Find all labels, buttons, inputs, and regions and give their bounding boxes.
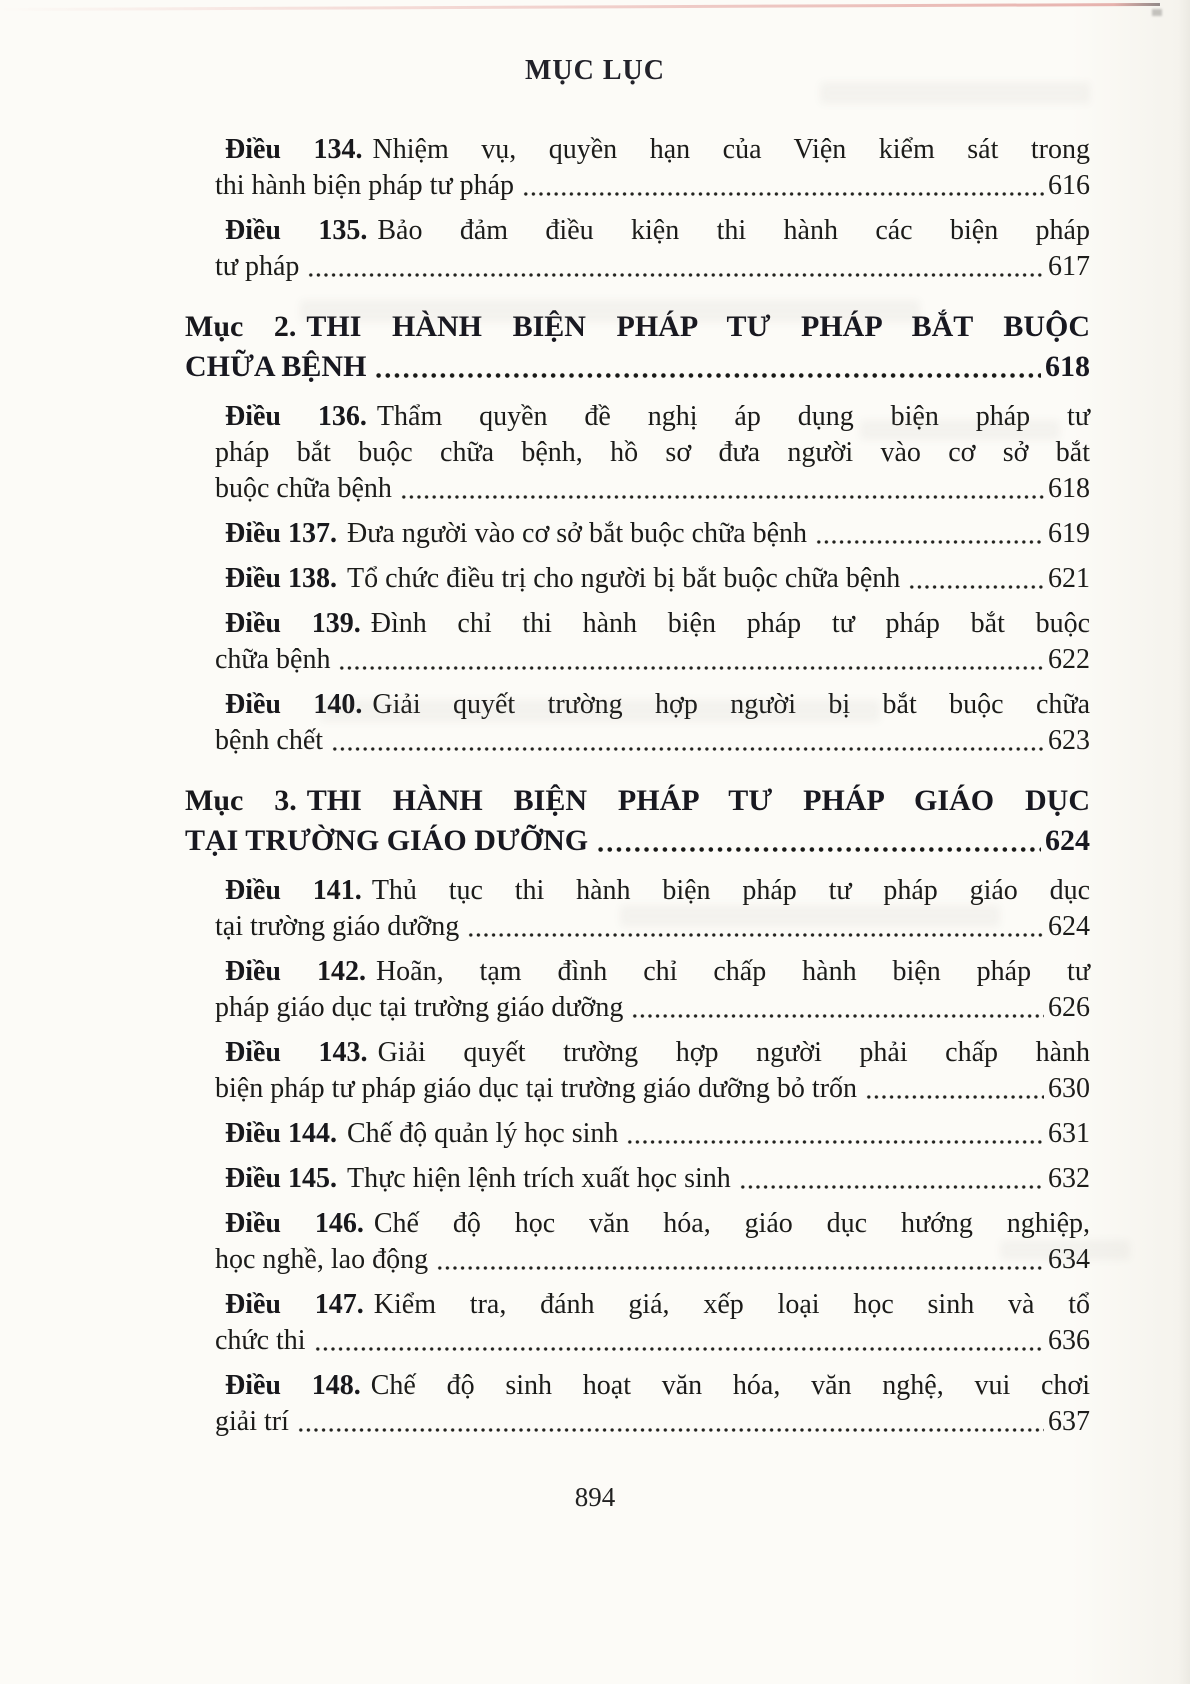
dot-leader	[374, 371, 1041, 380]
toc-line	[215, 1368, 1090, 1404]
toc-entry	[215, 954, 1090, 1026]
page-number: 621	[1048, 563, 1090, 594]
toc-line	[215, 1161, 1090, 1197]
toc-line	[215, 990, 1090, 1026]
dot-leader	[400, 493, 1044, 501]
entry-number-label: Điều 143.	[225, 1037, 368, 1068]
dot-leader	[331, 745, 1044, 753]
entry-number-label: Điều 144.	[225, 1118, 337, 1149]
entry-text: Chế độ sinh hoạt văn hóa, văn nghệ, vui chơi	[370, 1370, 1090, 1401]
page-number: 619	[1048, 518, 1090, 549]
dot-leader	[467, 931, 1044, 939]
page-number: 617	[1048, 251, 1090, 282]
toc-line	[215, 516, 1090, 552]
toc-line	[215, 1071, 1090, 1107]
entry-number-label: Điều 148.	[225, 1370, 361, 1401]
toc-line	[215, 249, 1090, 285]
toc-line	[215, 1035, 1090, 1071]
page-number: 637	[1048, 1406, 1090, 1437]
scan-corner-artifact	[1152, 9, 1162, 16]
page-number: 634	[1048, 1244, 1090, 1275]
entry-number-label: Điều 140.	[225, 689, 363, 720]
entry-number-label: Điều 145.	[225, 1163, 337, 1194]
toc-line	[215, 606, 1090, 642]
entry-text: Đưa người vào cơ sở bắt buộc chữa bệnh	[347, 518, 808, 549]
toc-line	[215, 1242, 1090, 1278]
entry-text: Chế độ học văn hóa, giáo dục hướng nghiệp,	[373, 1208, 1091, 1239]
dot-leader	[865, 1093, 1044, 1101]
dot-leader	[436, 1264, 1044, 1272]
entry-text: THI HÀNH BIỆN PHÁP TƯ PHÁP GIÁO DỤC	[306, 784, 1090, 817]
entry-number-label: Điều 135.	[225, 215, 368, 246]
entry-text: Giải quyết trường hợp người bị bắt buộc chữa	[372, 689, 1091, 720]
entry-text: TẠI TRƯỜNG GIÁO DƯỠNG	[185, 824, 589, 857]
entry-number-label: Điều 134.	[225, 134, 363, 165]
toc-line	[215, 1116, 1090, 1152]
toc-line	[215, 909, 1090, 945]
dot-leader	[314, 1345, 1044, 1353]
toc-entry	[215, 1116, 1090, 1152]
dot-leader	[297, 1426, 1044, 1434]
entry-text: pháp giáo dục tại trường giáo dưỡng	[215, 992, 624, 1023]
toc-entry	[215, 606, 1090, 678]
toc-entry	[215, 561, 1090, 597]
dot-leader	[626, 1138, 1044, 1146]
toc-entry	[215, 516, 1090, 552]
toc-line	[215, 642, 1090, 678]
toc-line	[215, 561, 1090, 597]
entry-text: chữa bệnh	[215, 644, 331, 675]
entry-text: Hoãn, tạm đình chỉ chấp hành biện pháp tư	[375, 956, 1091, 987]
toc-line	[185, 347, 1090, 387]
entry-text: THI HÀNH BIỆN PHÁP TƯ PHÁP BẮT BUỘC	[306, 310, 1090, 343]
dot-leader	[815, 538, 1044, 546]
entry-number-label: Mục 3.	[185, 784, 297, 817]
entry-text: Thủ tục thi hành biện pháp tư pháp giáo dục	[371, 875, 1091, 906]
toc-entry	[215, 687, 1090, 759]
toc-line	[215, 132, 1090, 168]
entry-text: Bảo đảm điều kiện thi hành các biện pháp	[377, 215, 1090, 246]
toc-line	[185, 821, 1090, 861]
entry-text: Giải quyết trường hợp người phải chấp hành	[377, 1037, 1091, 1068]
entry-text: Tổ chức điều trị cho người bị bắt buộc chữa bệnh	[347, 563, 901, 594]
entry-text: Chế độ quản lý học sinh	[347, 1118, 619, 1149]
page-number: 616	[1048, 170, 1090, 201]
toc-line	[215, 399, 1090, 435]
entry-text: giải trí	[215, 1406, 289, 1437]
dot-leader	[631, 1012, 1044, 1020]
entry-number-label: Điều 146.	[225, 1208, 364, 1239]
toc-line	[215, 168, 1090, 204]
entry-text: buộc chữa bệnh	[215, 473, 392, 504]
page-title: MỤC LỤC	[525, 55, 665, 86]
table-of-contents	[0, 88, 1190, 1440]
toc-line	[215, 954, 1090, 990]
page-number: 631	[1048, 1118, 1090, 1149]
entry-number-label: Điều 142.	[225, 956, 366, 987]
toc-line	[185, 781, 1090, 821]
toc-section-heading	[185, 781, 1090, 861]
entry-text: pháp bắt buộc chữa bệnh, hồ sơ đưa người vào cơ sở bắt	[215, 437, 1090, 468]
dot-leader	[522, 190, 1044, 198]
entry-text: thi hành biện pháp tư pháp	[215, 170, 515, 201]
page-number: 622	[1048, 644, 1090, 675]
entry-text: tại trường giáo dưỡng	[215, 911, 460, 942]
entry-text: bệnh chết	[215, 725, 324, 756]
page-number: 623	[1048, 725, 1090, 756]
footer-page-number: 894	[574, 1482, 616, 1512]
dot-leader	[596, 845, 1041, 854]
entry-text: biện pháp tư pháp giáo dục tại trường giáo dưỡng bỏ trốn	[215, 1073, 858, 1104]
toc-entry	[215, 1161, 1090, 1197]
toc-line	[215, 213, 1090, 249]
toc-entry	[215, 1368, 1090, 1440]
toc-entry	[215, 213, 1090, 285]
entry-number-label: Điều 138.	[225, 563, 337, 594]
toc-entry	[215, 399, 1090, 507]
entry-text: Kiểm tra, đánh giá, xếp loại học sinh và tổ	[373, 1289, 1090, 1320]
page-number: 626	[1048, 992, 1090, 1023]
entry-text: chức thi	[215, 1325, 306, 1356]
entry-text: tư pháp	[215, 251, 300, 282]
toc-line	[215, 723, 1090, 759]
page-number: 630	[1048, 1073, 1090, 1104]
page-number: 624	[1045, 824, 1090, 857]
toc-line	[215, 435, 1090, 471]
entry-number-label: Điều 139.	[225, 608, 361, 639]
toc-line	[215, 687, 1090, 723]
toc-section-heading	[185, 307, 1090, 387]
toc-entry	[215, 132, 1090, 204]
toc-entry	[215, 873, 1090, 945]
entry-text: học nghề, lao động	[215, 1244, 429, 1275]
page-number: 618	[1045, 350, 1090, 383]
entry-number-label: Điều 137.	[225, 518, 337, 549]
dot-leader	[307, 271, 1044, 279]
dot-leader	[338, 664, 1044, 672]
entry-number-label: Điều 147.	[225, 1289, 364, 1320]
entry-text: Đình chỉ thi hành biện pháp tư pháp bắt buộc	[370, 608, 1090, 639]
page-number: 624	[1048, 911, 1090, 942]
toc-line	[215, 873, 1090, 909]
entry-number-label: Điều 136.	[225, 401, 367, 432]
entry-text: CHỮA BỆNH	[185, 350, 367, 383]
entry-text: Thực hiện lệnh trích xuất học sinh	[347, 1163, 731, 1194]
toc-line	[215, 1287, 1090, 1323]
toc-entry	[215, 1035, 1090, 1107]
toc-line	[215, 471, 1090, 507]
dot-leader	[908, 583, 1044, 591]
entry-number-label: Điều 141.	[225, 875, 362, 906]
toc-line	[185, 307, 1090, 347]
toc-line	[215, 1206, 1090, 1242]
page-number: 632	[1048, 1163, 1090, 1194]
toc-entry	[215, 1287, 1090, 1359]
toc-line	[215, 1323, 1090, 1359]
page-number: 636	[1048, 1325, 1090, 1356]
toc-entry	[215, 1206, 1090, 1278]
page-number: 618	[1048, 473, 1090, 504]
entry-text: Thẩm quyền đề nghị áp dụng biện pháp tư	[376, 401, 1091, 432]
dot-leader	[739, 1183, 1044, 1191]
entry-text: Nhiệm vụ, quyền hạn của Viện kiểm sát trong	[372, 134, 1090, 165]
entry-number-label: Mục 2.	[185, 310, 297, 343]
toc-line	[215, 1404, 1090, 1440]
